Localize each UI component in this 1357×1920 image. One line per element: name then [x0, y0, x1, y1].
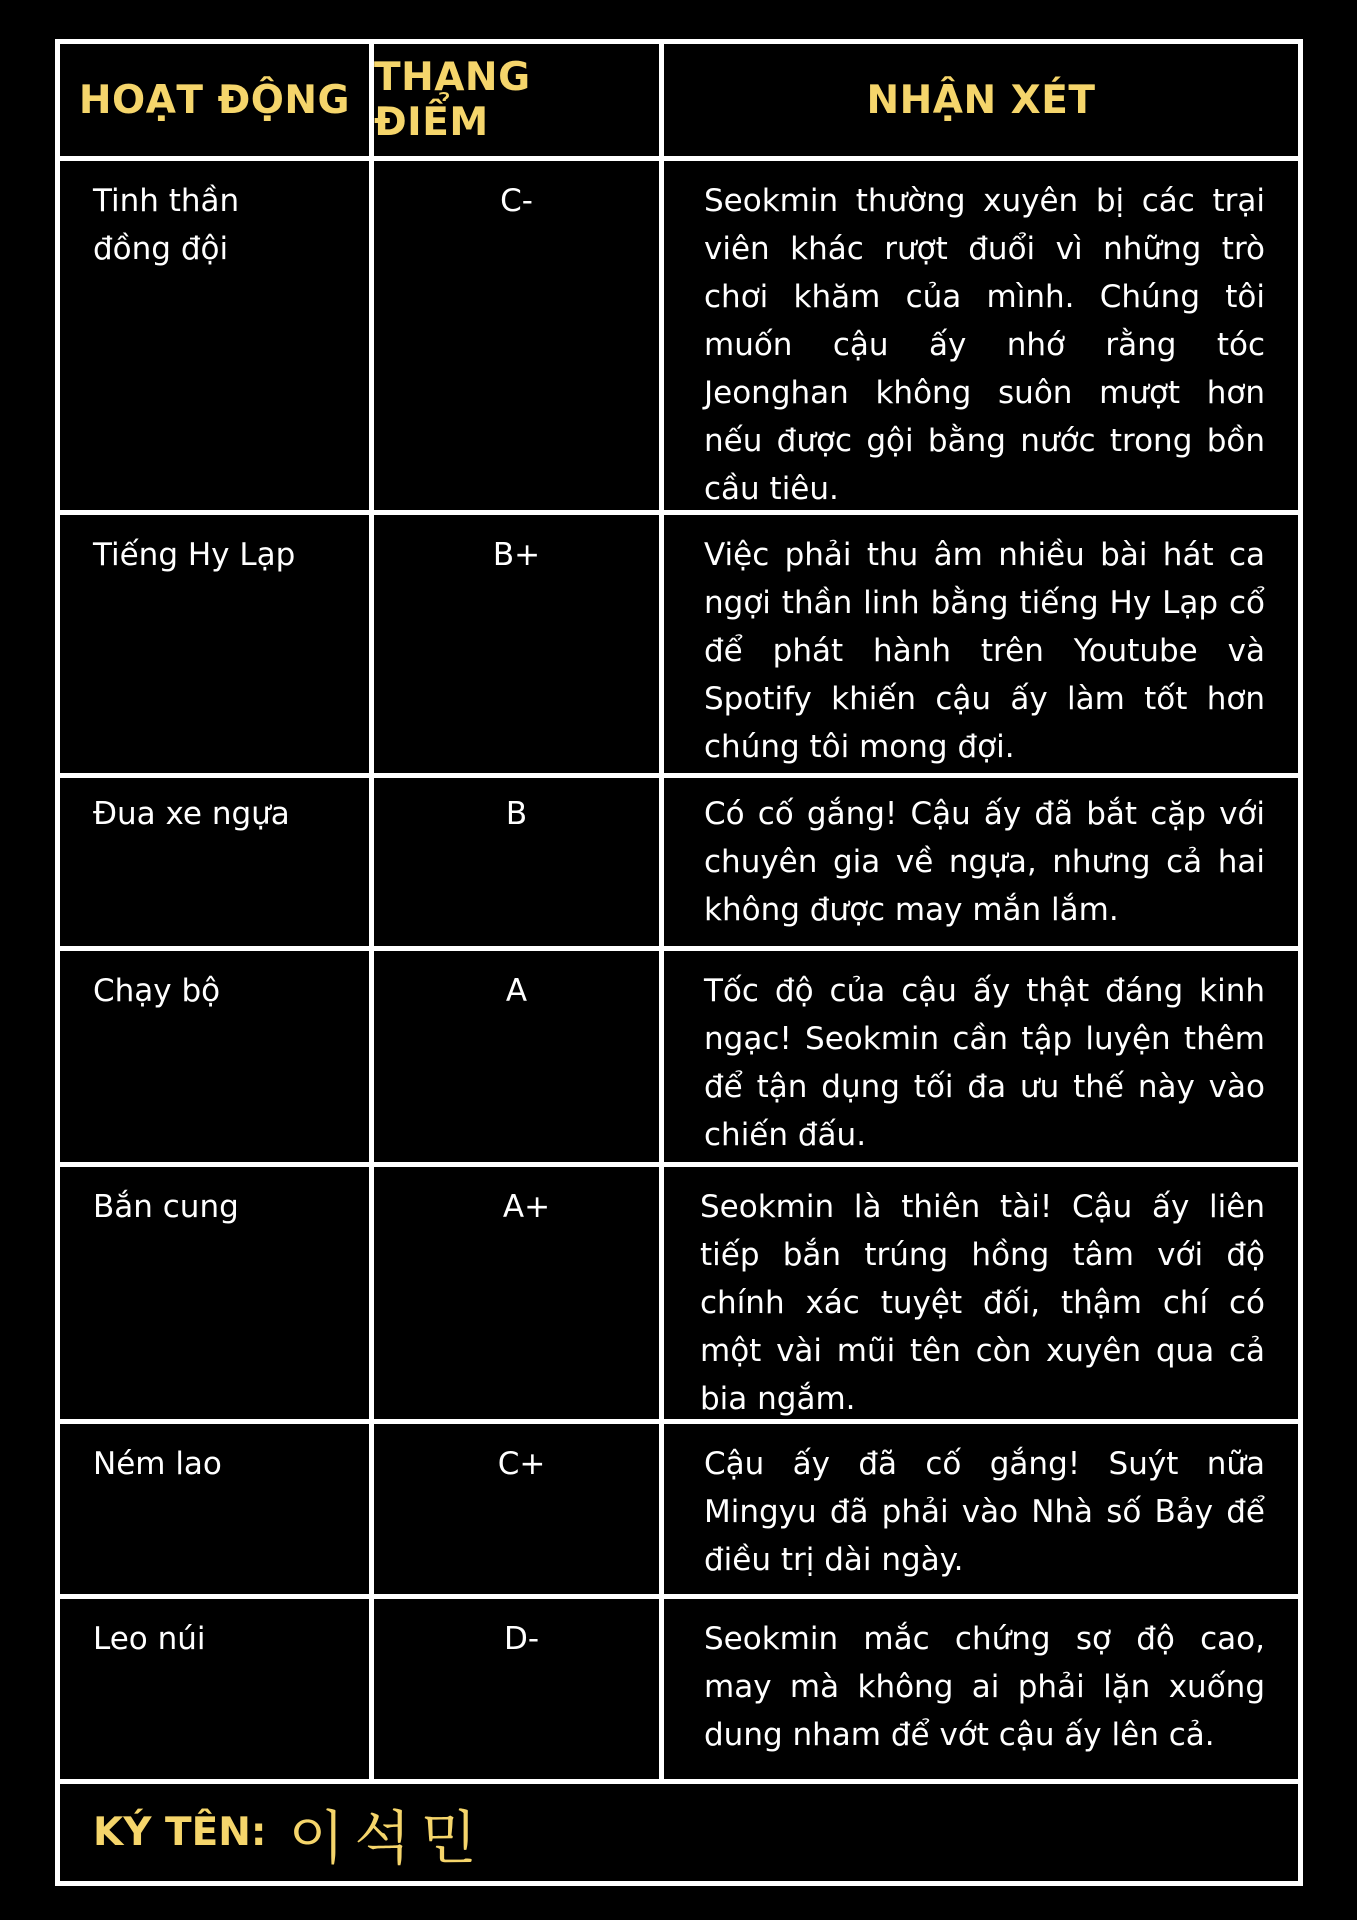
comment-cell: Việc phải thu âm nhiều bài hát ca ngợi thần linh bằng tiếng Hy Lạp cổ để phát hành trên Youtube và Spotify khiến cậu ấy làm tốt hơn chúng tôi mong đợi.	[704, 537, 1265, 765]
activity-cell: Đua xe ngựa	[93, 796, 290, 832]
comment-cell: Seokmin là thiên tài! Cậu ấy liên tiếp bắn trúng hồng tâm với độ chính xác tuyệt đối, thậm chí có một vài mũi tên còn xuyên qua cả bia ngắm.	[700, 1189, 1265, 1417]
header-grade: THANG ĐIỂM	[374, 55, 531, 145]
grade-cell: A	[505, 973, 528, 1009]
grade-cell: B	[505, 796, 528, 832]
signature-row	[60, 1784, 1298, 1881]
comment-cell: Seokmin thường xuyên bị các trại viên khác rượt đuổi vì những trò chơi khăm của mình. Chúng tôi muốn cậu ấy nhớ rằng tóc Jeonghan không suôn mượt hơn nếu được gội bằng nước trong bồn cầu tiêu.	[704, 183, 1265, 507]
activity-cell: Ném lao	[93, 1446, 222, 1482]
grade-cell: B+	[492, 537, 541, 573]
activity-cell: Leo núi	[93, 1621, 206, 1657]
signature-value: 이석민	[288, 1803, 487, 1872]
comment-cell: Seokmin mắc chứng sợ độ cao, may mà không ai phải lặn xuống dung nham để vớt cậu ấy lên cả.	[704, 1621, 1265, 1753]
comment-cell: Có cố gắng! Cậu ấy đã bắt cặp với chuyên gia về ngựa, nhưng cả hai không được may mắn lắm.	[704, 796, 1265, 928]
activity-cell: Chạy bộ	[93, 973, 221, 1009]
signature-label: KÝ TÊN:	[93, 1810, 267, 1855]
header-comment: NHẬN XÉT	[866, 77, 1096, 123]
header-activity: HOẠT ĐỘNG	[78, 77, 351, 123]
grade-cell: A+	[502, 1189, 551, 1225]
activity-cell: Tinh thần đồng đội	[93, 183, 240, 267]
comment-cell: Tốc độ của cậu ấy thật đáng kinh ngạc! Seokmin cần tập luyện thêm để tận dụng tối đa ưu thế này vào chiến đấu.	[704, 973, 1265, 1153]
grade-cell: C-	[500, 183, 533, 219]
activity-cell: Bắn cung	[93, 1189, 239, 1225]
grade-cell: C+	[497, 1446, 546, 1482]
activity-cell: Tiếng Hy Lạp	[93, 537, 296, 573]
comment-cell: Cậu ấy đã cố gắng! Suýt nữa Mingyu đã phải vào Nhà số Bảy để điều trị dài ngày.	[704, 1446, 1265, 1578]
grade-cell: D-	[503, 1621, 540, 1657]
report-card-table	[55, 39, 1303, 1886]
